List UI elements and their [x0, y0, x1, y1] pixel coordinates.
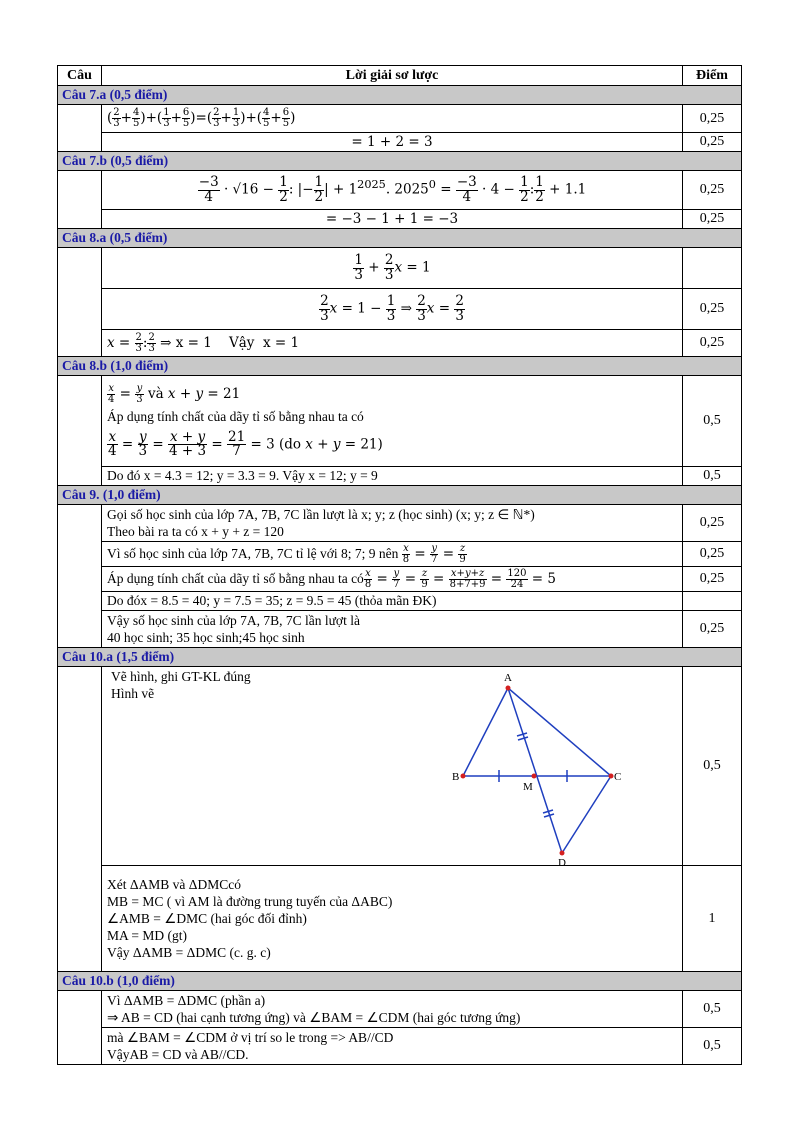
row-9-5: Vậy số học sinh của lớp 7A, 7B, 7C lần lượt là 40 học sinh; 35 học sinh;45 học sinh — [102, 611, 683, 648]
section-9: Câu 9. (1,0 điểm) — [58, 486, 742, 505]
label-a: A — [504, 672, 512, 684]
score-7a-1: 0,25 — [683, 105, 742, 133]
section-10b: Câu 10.b (1,0 điểm) — [58, 972, 742, 991]
row-10b-1: Vì ΔAMB = ΔDMC (phần a) ⇒ AB = CD (hai cạnh tương ứng) và ∠BAM = ∠CDM (hai góc tương ứng) — [102, 991, 683, 1028]
score-8b-1: 0,5 — [683, 376, 742, 467]
section-8b: Câu 8.b (1,0 điểm) — [58, 357, 742, 376]
row-9-1: Gọi số học sinh của lớp 7A, 7B, 7C lần lượt là x; y; z (học sinh) (x; y; z ∈ ℕ*) Theo bài ra ta có x + y + z = 120 — [102, 505, 683, 542]
section-7b: Câu 7.b (0,5 điểm) — [58, 152, 742, 171]
score-8a-2: 0,25 — [683, 289, 742, 330]
score-10a-2: 1 — [683, 866, 742, 972]
score-9-3: 0,25 — [683, 567, 742, 592]
label-c: C — [614, 771, 622, 783]
segment-ad — [508, 688, 562, 853]
section-8a: Câu 8.a (0,5 điểm) — [58, 229, 742, 248]
row-9-4: Do đóx = 8.5 = 40; y = 7.5 = 35; z = 9.5 = 45 (thỏa mãn ĐK) — [102, 592, 683, 611]
row-8a-3: x = $\frac{2}{3}$ : $\frac{2}{3}$ ⇒ x = 1 Vậy x = 1 — [102, 330, 683, 357]
row-7b-1: $\frac{-3}{4}$ · √16 − $\frac{1}{2}$ : |− $\frac{1}{2}$ | + $1^{2025}$. $2025^0$ = $\frac{-3}{4}$ · 4 − $\frac{1}{2}$ : $\frac{1}{2}$ + 1.1 — [102, 171, 683, 210]
score-9-5: 0,25 — [683, 611, 742, 648]
score-9-2: 0,25 — [683, 542, 742, 567]
score-9-1: 0,25 — [683, 505, 742, 542]
row-9-3: Áp dụng tính chất của dãy tỉ số bằng nhau ta có $\frac{x}{8}$ = $\frac{y}{7}$ = $\frac{z}{9}$ = $\frac{x+y+z}{8+7+9}$ = $\frac{120}{24}$ = 5 — [102, 567, 683, 592]
tick-am-2 — [518, 737, 528, 740]
row-8b-1: $\frac{x}{4}$ = $\frac{y}{3}$ và x + y = 21 Áp dụng tính chất của dãy tỉ số bằng nhau ta có $\frac{x}{4}$ = $\frac{y}{3}$ = $\frac{x + y}{4 + 3}$ = $\frac{21}{7}$ = 3 (do x + y = 21) — [102, 376, 683, 467]
row-8b-text: Áp dụng tính chất của dãy tỉ số bằng nhau ta có — [107, 408, 364, 424]
point-m — [532, 774, 537, 779]
label-b: B — [452, 771, 460, 783]
row-8a-3-text: ⇒ x = 1 Vậy x = 1 — [155, 334, 300, 351]
row-10a-figure: Vẽ hình, ghi GT-KL đúng Hình vẽ A B C M D — [102, 667, 683, 866]
row-7a-2: = 1 + 2 = 3 — [102, 133, 683, 152]
row-8b-2: Do đó x = 4.3 = 12; y = 3.3 = 9. Vậy x = 12; y = 9 — [102, 467, 683, 486]
header-row — [58, 66, 742, 86]
row-7b-2: = −3 − 1 + 1 = −3 — [102, 210, 683, 229]
section-10a: Câu 10.a (1,5 điểm) — [58, 648, 742, 667]
segment-ab — [463, 688, 508, 776]
solution-table — [57, 65, 742, 1065]
score-10a-1: 0,5 — [683, 667, 742, 866]
header-cau: Câu — [58, 66, 102, 86]
score-8a-3: 0,25 — [683, 330, 742, 357]
point-c — [609, 774, 614, 779]
point-d — [560, 851, 565, 856]
score-7a-2: 0,25 — [683, 133, 742, 152]
score-10b-1: 0,5 — [683, 991, 742, 1028]
row-10b-2: mà ∠BAM = ∠CDM ở vị trí so le trong => AB//CD VậyAB = CD và AB//CD. — [102, 1028, 683, 1065]
segment-dc — [562, 776, 611, 853]
row-10a-proof: Xét ΔAMB và ΔDMCcó MB = MC ( vì AM là đường trung tuyến của ΔABC) ∠AMB = ∠DMC (hai góc đối đỉnh) MA = MD (gt) Vậy ΔAMB = ΔDMC (c. g. c) — [102, 866, 683, 972]
section-7a: Câu 7.a (0,5 điểm) — [58, 86, 742, 105]
row-9-2: Vì số học sinh của lớp 7A, 7B, 7C tỉ lệ với 8; 7; 9 nên $\frac{x}{8}$ = $\frac{y}{7}$ = $\frac{z}{9}$ — [102, 542, 683, 567]
tick-am-1 — [517, 733, 527, 736]
score-7b-2: 0,25 — [683, 210, 742, 229]
score-7b-1: 0,25 — [683, 171, 742, 210]
segment-ac — [508, 688, 611, 776]
point-b — [461, 774, 466, 779]
score-8b-2: 0,5 — [683, 467, 742, 486]
score-10b-2: 0,5 — [683, 1028, 742, 1065]
label-m: M — [523, 781, 533, 793]
row-8a-2: $\frac{2}{3}$ x = 1 − $\frac{1}{3}$ ⇒ $\frac{2}{3}$ x = $\frac{2}{3}$ — [102, 289, 683, 330]
row-8a-1: $\frac{1}{3}$ + $\frac{2}{3}$ x = 1 — [102, 248, 683, 289]
header-loigiai: Lời giải sơ lược — [102, 66, 683, 86]
row-7a-1: ( $\frac{2}{3}$ + $\frac{4}{5}$ )+( $\frac{1}{3}$ + $\frac{6}{5}$ )=( $\frac{2}{3}$ + $\frac{1}{3}$ )+( $\frac{4}{5}$ + $\frac{6}{5}$ ) — [102, 105, 683, 133]
header-diem: Điểm — [683, 66, 742, 86]
label-d: D — [558, 857, 566, 869]
point-a — [506, 686, 511, 691]
triangle-diagram — [402, 667, 622, 869]
